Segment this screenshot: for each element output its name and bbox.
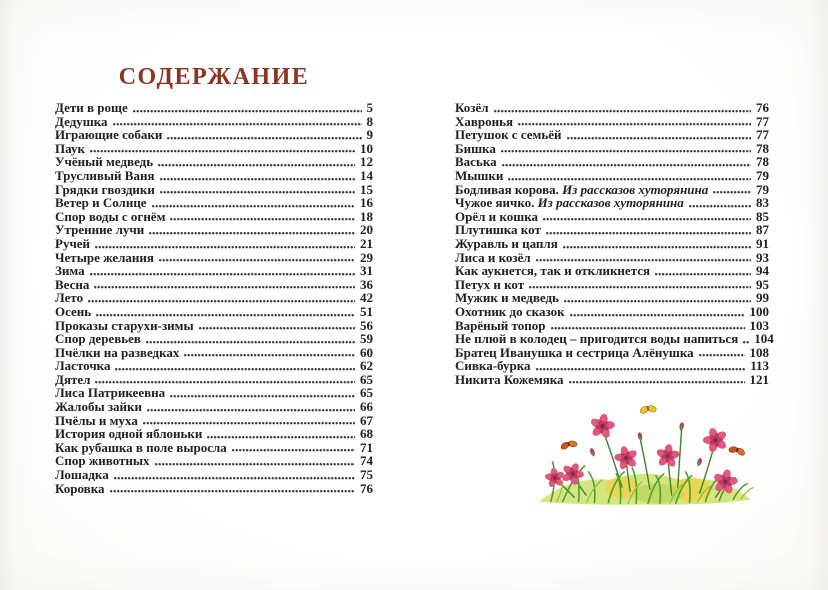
toc-entry [455, 372, 769, 386]
toc-entry [55, 318, 373, 332]
dot-leader [184, 352, 355, 357]
toc-entry [55, 277, 373, 291]
toc-entry-title: Ветер и Солнце [55, 195, 147, 211]
toc-entry-page-number: 79 [756, 181, 769, 197]
toc-entry [455, 100, 769, 114]
toc-entry-page-number: 83 [756, 195, 769, 211]
toc-entry-page-number: 75 [360, 467, 373, 483]
toc-entry-page-number: 51 [360, 303, 373, 319]
toc-entry [455, 127, 769, 141]
dot-leader [689, 203, 751, 208]
toc-entry-page-number: 18 [360, 208, 373, 224]
dot-leader [114, 475, 355, 480]
toc-entry [55, 154, 373, 168]
toc-entry-title: Не плюй в колодец – пригодится воды напиться [455, 331, 739, 347]
toc-entry-title: Бодливая корова. Из рассказов хуторянина [455, 181, 709, 197]
toc-entry [55, 168, 373, 182]
dot-leader [199, 325, 355, 330]
dot-leader [90, 148, 355, 153]
toc-entry-subtitle-italic: Из рассказов хуторянина [558, 181, 709, 197]
toc-entry-title: Жалобы зайки [55, 399, 143, 415]
dot-leader [536, 257, 751, 262]
toc-entry [55, 345, 373, 359]
dot-leader [529, 284, 751, 289]
toc-entry-page-number: 77 [756, 113, 769, 129]
toc-entry [55, 399, 373, 413]
dot-leader [569, 379, 745, 384]
dot-leader [158, 162, 355, 167]
dot-leader [149, 230, 355, 235]
toc-entry-page-number: 85 [756, 208, 769, 224]
toc-entry [55, 182, 373, 196]
toc-entry-title: Мышки [455, 167, 504, 183]
dot-leader [155, 461, 355, 466]
toc-entry-page-number: 95 [756, 276, 769, 292]
dot-leader [95, 379, 355, 384]
dot-leader [95, 244, 355, 249]
dot-leader [113, 121, 362, 126]
toc-entry-page-number: 113 [750, 358, 769, 374]
dot-leader [546, 230, 751, 235]
toc-entry-page-number: 29 [360, 249, 373, 265]
toc-entry-page-number: 76 [360, 480, 373, 496]
toc-entry-title: Сивка-бурка [455, 358, 531, 374]
toc-entry-title: Спор воды с огнём [55, 208, 166, 224]
toc-entry-title: Петушок с семьёй [455, 127, 562, 143]
toc-entry-title: Варёный топор [455, 317, 546, 333]
toc-entry-page-number: 21 [360, 235, 373, 251]
dot-leader [147, 407, 355, 412]
toc-entry [455, 263, 769, 277]
toc-entry-title: Учёный медведь [55, 154, 154, 170]
toc-entry [55, 222, 373, 236]
toc-entry-title: Чужое яичко. Из рассказов хуторянина [455, 195, 684, 211]
dot-leader [743, 339, 749, 344]
toc-entry-page-number: 16 [360, 195, 373, 211]
dot-leader [170, 216, 355, 221]
toc-entry [455, 304, 769, 318]
toc-entry [55, 100, 373, 114]
toc-entry-page-number: 74 [360, 453, 373, 469]
toc-entry-title: Васька [455, 154, 497, 170]
dot-leader [160, 176, 356, 181]
dot-leader [502, 162, 751, 167]
toc-entry-title: Орёл и кошка [455, 208, 538, 224]
toc-entry-title: Лето [55, 290, 84, 306]
dot-leader [508, 176, 751, 181]
toc-entry-title: История одной яблоньки [55, 426, 203, 442]
toc-entry-title: Дети в роще [55, 100, 128, 115]
dot-leader [536, 366, 746, 371]
toc-entry-page-number: 62 [360, 358, 373, 374]
dot-leader [518, 121, 751, 126]
toc-entry-title: Паук [55, 140, 85, 156]
toc-entry-page-number: 60 [360, 344, 373, 360]
toc-entry [55, 358, 373, 372]
toc-entry [55, 114, 373, 128]
toc-entry [55, 481, 373, 495]
toc-entry-title: Спор животных [55, 453, 150, 469]
toc-entry-subtitle-italic: Из рассказов хуторянина [534, 195, 684, 211]
dot-leader [551, 325, 745, 330]
toc-entry [455, 318, 769, 332]
toc-entry [455, 250, 769, 264]
toc-entry-title: Лиса и козёл [455, 249, 531, 265]
toc-entry [55, 440, 373, 454]
toc-entry-title: Лиса Патрикеевна [55, 385, 166, 401]
toc-entry [455, 114, 769, 128]
toc-entry [55, 127, 373, 141]
dot-leader [567, 135, 751, 140]
toc-entry-page-number: 68 [360, 426, 373, 442]
dot-leader [88, 298, 355, 303]
dot-leader [167, 135, 361, 140]
toc-entry-page-number: 31 [360, 263, 373, 279]
toc-entry [55, 250, 373, 264]
toc-entry [455, 154, 769, 168]
toc-entry-page-number: 77 [756, 127, 769, 143]
toc-entry-page-number: 56 [360, 317, 373, 333]
toc-entry [455, 236, 769, 250]
dot-leader [170, 393, 355, 398]
toc-left-column [55, 100, 373, 494]
dot-leader [152, 203, 355, 208]
toc-entry-page-number: 36 [360, 276, 373, 292]
dot-leader [133, 108, 362, 113]
toc-entry-title: Осень [55, 303, 92, 319]
toc-entry [455, 331, 774, 347]
dot-leader [563, 244, 751, 249]
toc-entry-title: Бишка [455, 140, 496, 156]
toc-entry [455, 168, 769, 182]
toc-entry [55, 385, 373, 399]
dot-leader [90, 271, 355, 276]
dot-leader [143, 420, 355, 425]
toc-entry-title: Охотник до сказок [455, 303, 565, 319]
toc-entry-page-number: 66 [360, 399, 373, 415]
dot-leader [570, 312, 745, 317]
toc-entry-page-number: 12 [360, 154, 373, 170]
toc-entry [55, 467, 373, 481]
toc-right-column [455, 100, 774, 387]
toc-entry-page-number: 20 [360, 222, 373, 238]
meadow-flowers-illustration [531, 396, 759, 508]
toc-entry-title: Зима [55, 263, 85, 279]
dot-leader [543, 216, 751, 221]
toc-entry-page-number: 103 [749, 317, 769, 333]
toc-entry-page-number: 10 [360, 140, 373, 156]
toc-entry-title: Четыре желания [55, 249, 154, 265]
toc-entry [55, 195, 373, 209]
toc-entry-page-number: 79 [756, 167, 769, 183]
toc-entry-page-number: 99 [756, 290, 769, 306]
dot-leader [494, 108, 751, 113]
toc-entry [55, 290, 373, 304]
dot-leader [207, 434, 355, 439]
toc-entry-page-number: 8 [366, 113, 373, 129]
toc-entry-page-number: 5 [366, 100, 373, 115]
toc-entry-page-number: 78 [756, 140, 769, 156]
dot-leader [713, 189, 751, 194]
toc-entry-page-number: 71 [360, 439, 373, 455]
toc-entry-title: Пчёлы и муха [55, 412, 138, 428]
toc-entry-title: Играющие собаки [55, 127, 163, 143]
toc-entry-title: Братец Иванушка и сестрица Алёнушка [455, 344, 694, 360]
toc-entry-title: Трусливый Ваня [55, 167, 155, 183]
dot-leader [94, 284, 355, 289]
toc-entry-title: Ручей [55, 235, 91, 251]
toc-entry [455, 290, 769, 304]
toc-entry [55, 413, 373, 427]
toc-entry-page-number: 104 [754, 331, 774, 347]
toc-entry-page-number: 65 [360, 385, 373, 401]
contents-title: СОДЕРЖАНИЕ [118, 64, 310, 90]
toc-entry-page-number: 14 [360, 167, 373, 183]
dot-leader [159, 257, 355, 262]
toc-entry-page-number: 121 [749, 371, 769, 387]
toc-entry-page-number: 59 [360, 331, 373, 347]
dot-leader [115, 366, 355, 371]
toc-entry-title: Лошадка [55, 467, 109, 483]
toc-entry-page-number: 42 [360, 290, 373, 306]
toc-entry [55, 331, 373, 345]
toc-entry-title: Дятел [55, 371, 91, 387]
toc-entry-title: Как рубашка в поле выросла [55, 439, 227, 455]
toc-entry-title: Плутишка кот [455, 222, 541, 238]
toc-entry [55, 426, 373, 440]
toc-entry-title: Хавронья [455, 113, 514, 129]
toc-entry-title: Никита Кожемяка [455, 371, 564, 387]
toc-entry-page-number: 15 [360, 181, 373, 197]
dot-leader [564, 298, 751, 303]
toc-entry [55, 209, 373, 223]
dot-leader [146, 339, 355, 344]
toc-entry [455, 182, 769, 196]
toc-entry-page-number: 108 [749, 344, 769, 360]
toc-entry-page-number: 87 [756, 222, 769, 238]
dot-leader [232, 447, 355, 452]
toc-entry-title: Петух и кот [455, 276, 525, 292]
toc-entry-title: Пчёлки на разведках [55, 344, 180, 360]
toc-entry-page-number: 65 [360, 371, 373, 387]
toc-entry-title: Весна [55, 276, 90, 292]
toc-entry-title: Как аукнется, так и откликнется [455, 263, 651, 279]
toc-entry-title: Утренние лучи [55, 222, 145, 238]
dot-leader [501, 148, 751, 153]
toc-entry-title: Мужик и медведь [455, 290, 559, 306]
toc-entry [455, 222, 769, 236]
toc-entry-page-number: 67 [360, 412, 373, 428]
toc-entry [455, 195, 769, 209]
toc-entry-page-number: 93 [756, 249, 769, 265]
toc-entry-title: Грядки гвоздики [55, 181, 155, 197]
dot-leader [699, 352, 745, 357]
toc-entry [55, 304, 373, 318]
dot-leader [110, 488, 356, 493]
dot-leader [96, 312, 355, 317]
toc-entry-title: Ласточка [55, 358, 111, 374]
toc-entry-page-number: 91 [756, 235, 769, 251]
toc-entry-page-number: 100 [749, 303, 769, 319]
toc-entry-page-number: 9 [366, 127, 373, 143]
toc-entry-title: Спор деревьев [55, 331, 141, 347]
toc-entry-title: Дедушка [55, 113, 108, 129]
toc-entry-title: Проказы старухи-зимы [55, 317, 194, 333]
toc-entry-title: Коровка [55, 480, 105, 496]
dot-leader [160, 189, 355, 194]
toc-entry-page-number: 76 [756, 100, 769, 115]
toc-entry-title: Журавль и цапля [455, 235, 558, 251]
toc-entry-page-number: 78 [756, 154, 769, 170]
toc-entry-title: Козёл [455, 100, 489, 115]
toc-entry-page-number: 94 [756, 263, 769, 279]
dot-leader [655, 271, 751, 276]
